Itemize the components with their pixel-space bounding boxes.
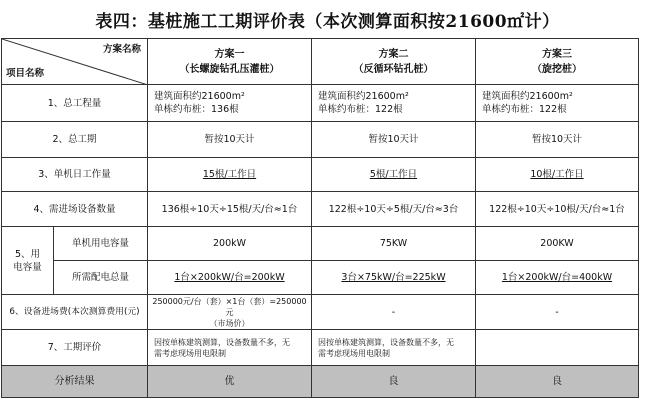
- row-sublabel: 所需配电总量: [54, 261, 148, 295]
- row-label: 分析结果: [2, 366, 148, 398]
- fee-formula: 250000元/台（套）×1台（套）=250000元: [152, 296, 307, 317]
- workload-cell-2: [312, 85, 476, 122]
- table-row-workload: [2, 85, 639, 122]
- evaluation-cell-2: [312, 330, 476, 366]
- table-row-result: [2, 366, 639, 398]
- corner-bottom-label: 项目名称: [6, 68, 45, 79]
- plan-header-2: [312, 39, 476, 85]
- plan-subtitle: （旋挖桩）: [532, 63, 582, 75]
- daily-cell-1: [148, 158, 312, 192]
- power-total-cell-1: [148, 261, 312, 295]
- power-single-cell-1: 200kW: [148, 227, 312, 261]
- pile-count-text: 单栋约布桩：136根: [154, 104, 239, 115]
- pile-count-text: 单栋约布桩：122根: [318, 104, 403, 115]
- corner-header-cell: [2, 39, 148, 85]
- area-text: 建筑面积约21600m²: [154, 91, 245, 102]
- workload-cell-1: [148, 85, 312, 122]
- area-text: 建筑面积约21600m²: [482, 91, 573, 102]
- table-row-evaluation: [2, 330, 639, 366]
- power-total-cell-2: [312, 261, 476, 295]
- daily-value: 5根/工作日: [369, 169, 418, 180]
- construction-period-evaluation-table: [1, 38, 639, 398]
- evaluation-text: 需考虑现场用电限制: [154, 348, 226, 358]
- power-group-label: 5、用电容量: [2, 227, 54, 295]
- workload-cell-3: [476, 85, 639, 122]
- plan-name: 方案一: [214, 48, 245, 60]
- duration-cell-2: 暂按10天计: [312, 122, 476, 158]
- evaluation-cell-3: [476, 330, 639, 366]
- result-cell-3: 良: [476, 366, 639, 398]
- equipment-cell-3: 122根÷10天÷10根/天/台≈1台: [476, 192, 639, 227]
- power-total-value: 1台×200kW/台=400kW: [501, 272, 613, 283]
- plan-header-3: [476, 39, 639, 85]
- area-text: 建筑面积约21600m²: [318, 91, 409, 102]
- plan-subtitle: （反循环钻孔桩）: [353, 63, 434, 75]
- duration-cell-3: 暂按10天计: [476, 122, 639, 158]
- row-label: 3、单机日工作量: [2, 158, 148, 192]
- plan-name: 方案三: [542, 48, 572, 60]
- result-cell-2: 良: [312, 366, 476, 398]
- plan-subtitle: （长螺旋钻孔压灌桩）: [179, 63, 280, 75]
- daily-value: 10根/工作日: [530, 169, 584, 180]
- fee-cell-3: -: [476, 295, 639, 330]
- power-total-value: 1台×200kW/台=200kW: [174, 272, 285, 283]
- evaluation-text: 需考虑现场用电限制: [318, 348, 390, 358]
- duration-cell-1: 暂按10天计: [148, 122, 312, 158]
- result-cell-1: 优: [148, 366, 312, 398]
- table-row-daily: [2, 158, 639, 192]
- row-label: 1、总工程量: [2, 85, 148, 122]
- power-total-value: 3台×75kW/台=225kW: [341, 272, 446, 283]
- row-label: 7、工期评价: [2, 330, 148, 366]
- row-label: 6、设备进场费(本次测算费用(元): [2, 295, 148, 330]
- power-single-cell-3: 200KW: [476, 227, 639, 261]
- plan-name: 方案二: [378, 48, 409, 60]
- plan-header-1: [148, 39, 312, 85]
- equipment-cell-1: 136根÷10天÷15根/天/台≈1台: [148, 192, 312, 227]
- table-header-row: [2, 39, 639, 85]
- evaluation-cell-1: [148, 330, 312, 366]
- fee-note: （市场价）: [209, 318, 250, 328]
- fee-cell-2: -: [312, 295, 476, 330]
- row-sublabel: 单机用电容量: [54, 227, 148, 261]
- table-row-equipment: [2, 192, 639, 227]
- table-title: 表四：基桩施工工期评价表（本次测算面积按21600㎡计）: [95, 11, 560, 32]
- evaluation-text: 因按单栋建筑测算，设备数量不多，无: [318, 337, 454, 347]
- daily-cell-2: [312, 158, 476, 192]
- power-total-cell-3: [476, 261, 639, 295]
- row-label: 4、需进场设备数量: [2, 192, 148, 227]
- table-row-fee: [2, 295, 639, 330]
- fee-cell-1: [148, 295, 312, 330]
- equipment-cell-2: 122根÷10天÷5根/天/台≈3台: [312, 192, 476, 227]
- daily-value: 15根/工作日: [202, 169, 257, 180]
- table-row-duration: [2, 122, 639, 158]
- table-row-power-single: [2, 227, 639, 261]
- power-single-cell-2: 75KW: [312, 227, 476, 261]
- row-label: 2、总工期: [2, 122, 148, 158]
- table-row-power-total: [2, 261, 639, 295]
- evaluation-text: 因按单栋建筑测算，设备数量不多，无: [154, 337, 290, 347]
- pile-count-text: 单栋约布桩：122根: [482, 104, 567, 115]
- daily-cell-3: [476, 158, 639, 192]
- corner-top-label: 方案名称: [102, 44, 141, 55]
